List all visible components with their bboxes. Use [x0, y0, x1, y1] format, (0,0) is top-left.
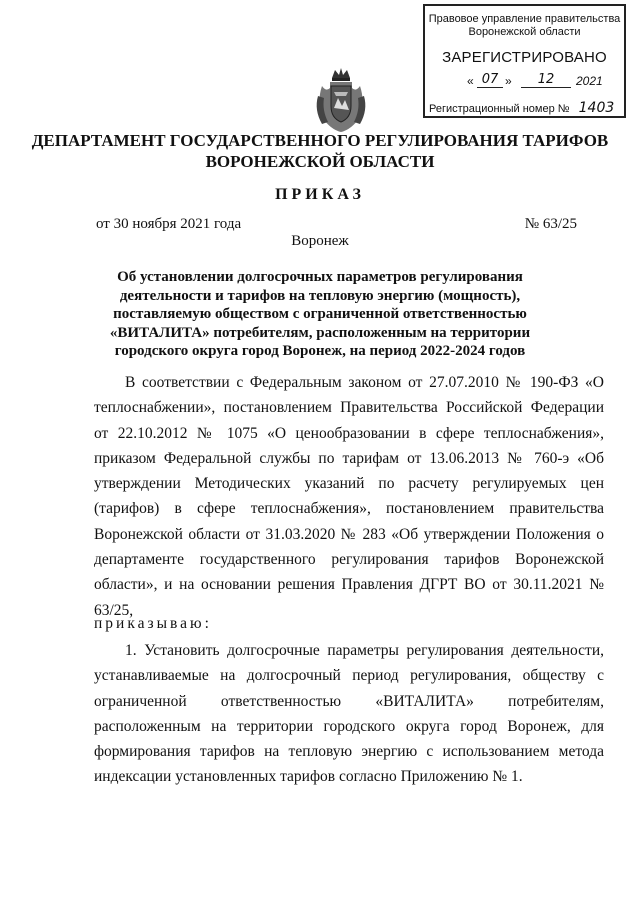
stamp-org-line1: Правовое управление правительства — [428, 13, 621, 25]
stamp-date — [425, 74, 624, 92]
preamble-paragraph: В соответствии с Федеральным законом от 27.07.2010 № 190-ФЗ «О теплоснабжении», постановлением Правительства Российской Федерации от 22.10.2012 № 1075 «О ценообразовании в сфере теплоснабжения», приказом Федеральной службы по тарифам от 13.06.2013 № 760-э «Об утверждении Методических указаний по расчету регулируемых цен (тарифов) в сфере теплоснабжения», постановлением правительства Воронежской области от 31.03.2020 № 283 «Об утверждении Положения о департаменте государственного регулирования тарифов Воронежской области», и на основании решения Правления ДГРТ ВО от 30.11.2021 № 63/25, — [94, 374, 604, 619]
stamp-reg-label: Регистрационный номер № — [429, 103, 570, 115]
order-date: от 30 ноября 2021 года — [96, 216, 242, 232]
order-word: приказываю: — [94, 615, 212, 632]
department-name: ДЕПАРТАМЕНТ ГОСУДАРСТВЕННОГО РЕГУЛИРОВАНИЯ ТАРИФОВ ВОРОНЕЖСКОЙ ОБЛАСТИ — [31, 131, 609, 171]
order-number: № 63/25 — [524, 216, 577, 232]
stamp-quote-close: » — [505, 74, 512, 88]
stamp-year: 2021 — [576, 74, 603, 88]
stamp-reg-number-row — [429, 100, 620, 116]
stamp-quote-open: « — [467, 74, 474, 88]
stamp-org-line2: Воронежской области — [468, 26, 581, 38]
coat-of-arms-icon — [312, 66, 370, 136]
order-title: Об установлении долгосрочных параметров регулирования деятельности и тарифов на тепловую энергию (мощность), поставляемую обществом с ограниченной ответственностью «ВИТАЛИТА» потребителям, расположенным на территории городского округа город Воронеж, на период 2022-2024 годов — [109, 269, 531, 359]
stamp-reg-number: 1403 — [573, 100, 621, 117]
stamp-day: 07 — [477, 72, 503, 88]
stamp-month: 12 — [521, 72, 571, 88]
item-1-paragraph: 1. Установить долгосрочные параметры регулирования деятельности, устанавливаемые на долгосрочный период регулирования, обществу с ограниченной ответственностью «ВИТАЛИТА» потребителям, расположенным на территории городского округа город Воронеж, для формирования тарифов на тепловую энергию с использованием метода индексации установленных тарифов согласно Приложению № 1. — [94, 642, 604, 786]
stamp-registered: ЗАРЕГИСТРИРОВАНО — [442, 49, 607, 66]
registration-stamp — [423, 4, 626, 118]
document-type: ПРИКАЗ — [275, 186, 365, 203]
order-city: Воронеж — [291, 233, 349, 249]
